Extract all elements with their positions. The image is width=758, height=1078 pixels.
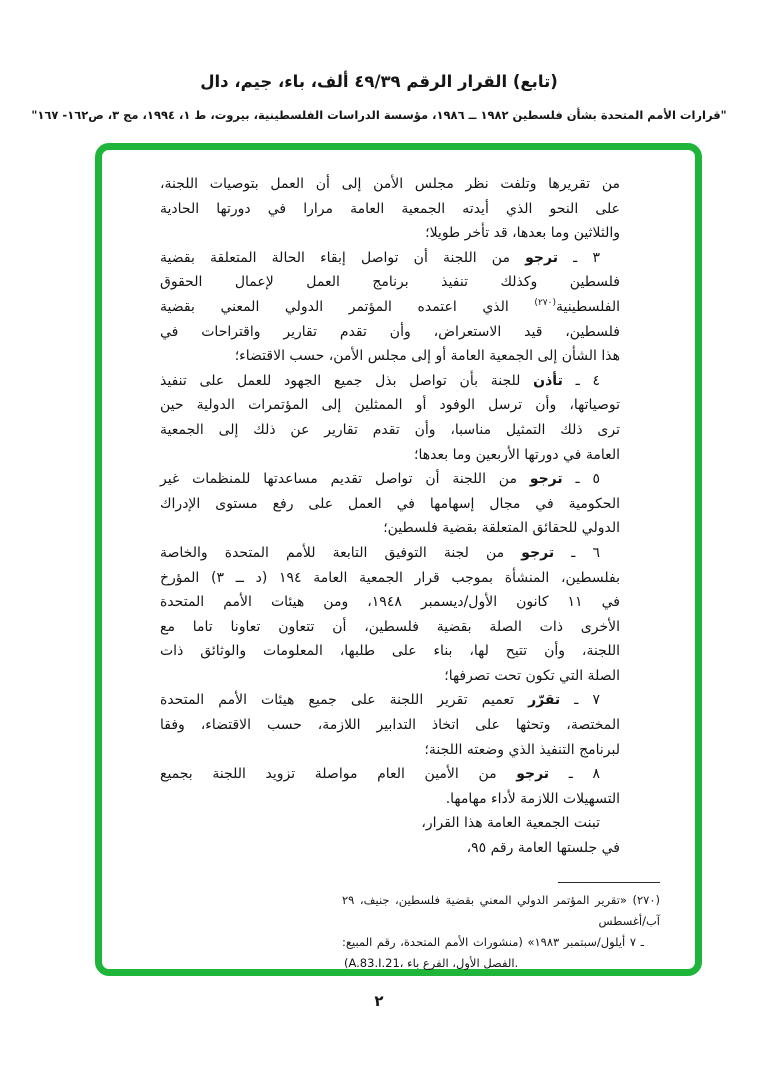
text-line: هذا الشأن إلى الجمعية العامة أو إلى مجلس الأمن، حسب الاقتضاء؛ — [234, 348, 620, 365]
text-line: على النحو الذي أيدته الجمعية العامة مرارا في دورتها الحادية — [160, 200, 620, 217]
text-line: فلسطين وكذلك تنفيذ برنامج العمل لإعمال الحقوق — [160, 274, 620, 291]
footnote-reference: (٢٧٠) — [534, 297, 556, 308]
text-line: ٤ ـ تأذن للجنة بأن تواصل بذل جميع الجهود للعمل على تنفيذ — [160, 372, 600, 389]
text-line: في جلستها العامة رقم ٩٥، — [466, 840, 620, 857]
footnote-line: ـ ٧ أيلول/سبتمبر ١٩٨٣» (منشورات الأمم المتحدة، رقم المبيع: — [342, 935, 644, 949]
text-line: من تقريرها وتلفت نظر مجلس الأمن إلى أن العمل بتوصيات اللجنة، — [160, 176, 620, 192]
text-line: الصلة التي تكون تحت تصرفها؛ — [444, 667, 620, 684]
text-line: المختصة، وتحثها على اتخاذ التدابير اللازمة، حسب الاقتضاء، وفقا — [160, 717, 620, 734]
text-line: لبرنامج التنفيذ الذي وضعته اللجنة؛ — [424, 741, 620, 758]
text-line: اللجنة، وأن تتيح لها، بناء على طلبها، المعلومات والوثائق ذات — [160, 643, 620, 660]
text-line: الحكومية في مجال إسهامها في العمل على رفع مستوى الإدراك — [160, 495, 620, 512]
page-number: ٢ — [374, 992, 384, 1010]
text-line: ٨ ـ ترجو من الأمين العام مواصلة تزويد اللجنة بجميع — [160, 766, 600, 783]
text-line: ٥ ـ ترجو من اللجنة أن تواصل تقديم مساعدتها للمنظمات غير — [160, 471, 600, 488]
text-line: الأخرى ذات الصلة بقضية فلسطين، أن تتعاون تعاونا تاما مع — [160, 618, 620, 635]
text-line: بفلسطين، المنشأة بموجب قرار الجمعية العامة ١٩٤ (د ــ ٣) المؤرخ — [160, 569, 620, 586]
footnote-block — [342, 882, 660, 974]
text-line: تبنت الجمعية العامة هذا القرار، — [421, 815, 600, 832]
resolution-frame — [95, 143, 702, 976]
resolution-title: (تابع) القرار الرقم ٤٩/٣٩ ألف، باء، جيم، دال — [200, 72, 558, 91]
text-line: الفلسطينية$^{(٢٧٠)}$ الذي اعتمده المؤتمر الدولي المعني بقضية — [160, 297, 620, 315]
text-line: ٧ ـ تقرّر تعميم تقرير اللجنة على جميع هيئات الأمم المتحدة — [160, 692, 600, 709]
footnote-line: (A.83.I.21، الفصل الأول، الفرع باء. — [344, 956, 519, 970]
text-line: ٣ ـ ترجو من اللجنة أن تواصل إبقاء الحالة المتعلقة بقضية — [160, 249, 600, 266]
text-line: توصياتها، وأن ترسل الوفود أو الممثلين إلى المؤتمرات الدولية حين — [160, 397, 620, 414]
text-line: والثلاثين وما بعدها، قد تأخر طويلا؛ — [425, 225, 620, 242]
source-citation: "قرارات الأمم المتحدة بشأن فلسطين ١٩٨٢ ــ ١٩٨٦، مؤسسة الدراسات الفلسطينية، بيروت، ط ١، ١٩٩٤، مج ٣، ص١٦٢- ١٦٧" — [31, 108, 727, 122]
text-line: ٦ ـ ترجو من لجنة التوفيق التابعة للأمم المتحدة والخاصة — [160, 544, 600, 561]
text-line: التسهيلات اللازمة لأداء مهامها. — [445, 790, 620, 807]
text-line: ترى ذلك التمثيل مناسبا، وأن تقدم تقارير عن ذلك إلى الجمعية — [160, 421, 620, 438]
text-line: الدولي للحقائق المتعلقة بقضية فلسطين؛ — [383, 520, 620, 537]
resolution-body-text — [160, 172, 620, 861]
text-line: في ١١ كانون الأول/ديسمبر ١٩٤٨، ومن هيئات الأمم المتحدة — [160, 594, 620, 611]
footnote-line: (٢٧٠) «تقرير المؤتمر الدولي المعني بقضية فلسطين، جنيف، ٢٩ آب/أغسطس — [342, 893, 660, 928]
footnote-separator — [558, 882, 660, 883]
text-line: العامة في دورتها الأربعين وما بعدها؛ — [414, 446, 620, 463]
text-line: فلسطين، قيد الاستعراض، وأن تقدم تقارير واقتراحات في — [160, 323, 620, 340]
